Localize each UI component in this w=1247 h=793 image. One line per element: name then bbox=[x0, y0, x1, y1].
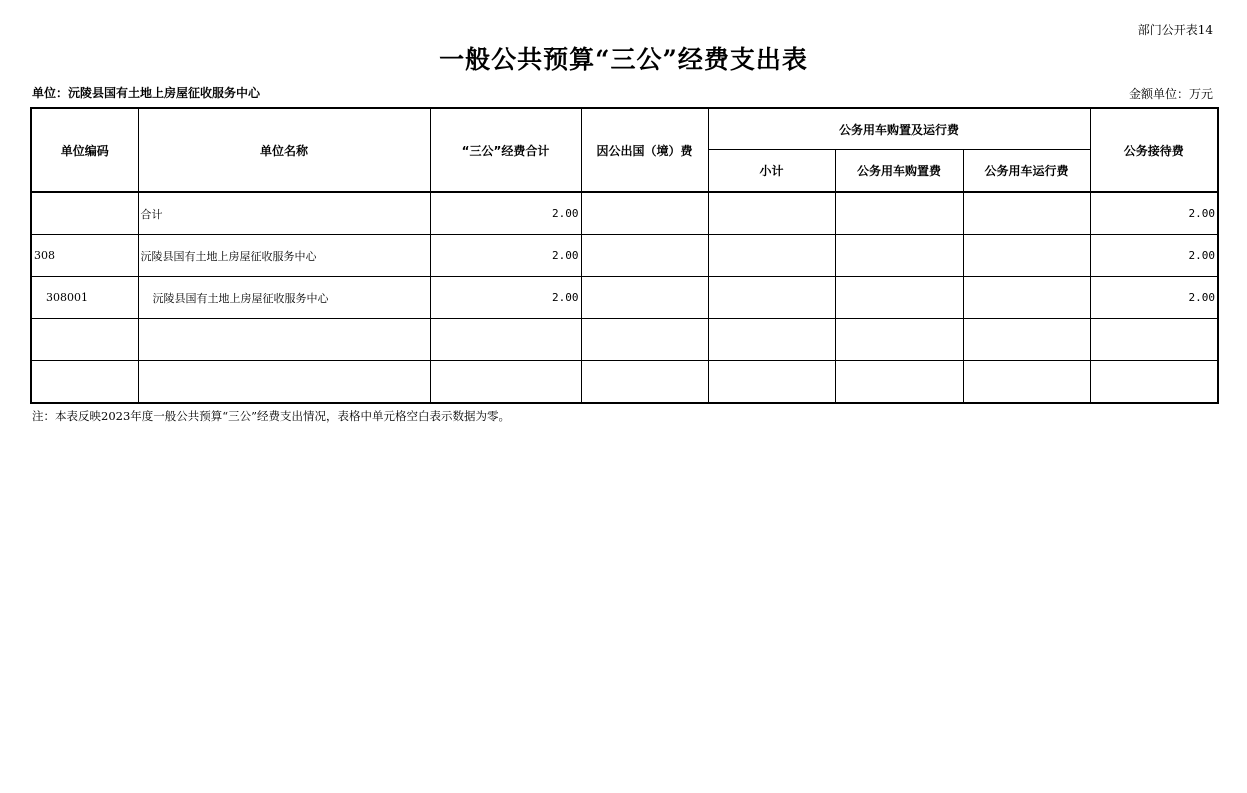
cell-abroad bbox=[581, 277, 708, 319]
cell-subtotal bbox=[708, 361, 835, 404]
cell-abroad bbox=[581, 361, 708, 404]
cell-code: 308 bbox=[31, 235, 138, 277]
cell-name bbox=[138, 319, 430, 361]
table-row-empty bbox=[31, 361, 1218, 404]
table-row-total bbox=[31, 192, 1218, 235]
cell-purchase bbox=[835, 319, 963, 361]
header-operation: 公务用车运行费 bbox=[963, 150, 1090, 193]
cell-name: 合计 bbox=[138, 192, 430, 235]
form-number: 部门公开表14 bbox=[1137, 23, 1213, 37]
table-row-empty bbox=[31, 319, 1218, 361]
cell-reception: 2.00 bbox=[1090, 235, 1218, 277]
cell-purchase bbox=[835, 192, 963, 235]
cell-subtotal bbox=[708, 235, 835, 277]
cell-reception: 2.00 bbox=[1090, 277, 1218, 319]
cell-code bbox=[31, 361, 138, 404]
cell-reception bbox=[1090, 319, 1218, 361]
header-subtotal: 小计 bbox=[708, 150, 835, 193]
cell-operation bbox=[963, 277, 1090, 319]
header-unit-code: 单位编码 bbox=[31, 108, 138, 192]
cell-operation bbox=[963, 319, 1090, 361]
table-note: 注：本表反映2023年度一般公共预算“三公”经费支出情况，表格中单元格空白表示数据为零。 bbox=[32, 409, 511, 423]
header-unit-name: 单位名称 bbox=[138, 108, 430, 192]
cell-subtotal bbox=[708, 319, 835, 361]
cell-total bbox=[430, 319, 581, 361]
cell-total: 2.00 bbox=[430, 277, 581, 319]
header-purchase: 公务用车购置费 bbox=[835, 150, 963, 193]
cell-abroad bbox=[581, 192, 708, 235]
cell-operation bbox=[963, 235, 1090, 277]
cell-subtotal bbox=[708, 192, 835, 235]
header-total: “三公”经费合计 bbox=[430, 108, 581, 192]
expense-table bbox=[30, 107, 1219, 404]
page-title: 一般公共预算“三公”经费支出表 bbox=[439, 45, 808, 74]
cell-name: 沅陵县国有土地上房屋征收服务中心 bbox=[138, 235, 430, 277]
cell-name bbox=[138, 361, 430, 404]
header-abroad: 因公出国（境）费 bbox=[581, 108, 708, 192]
cell-purchase bbox=[835, 235, 963, 277]
amount-unit: 金额单位：万元 bbox=[1128, 87, 1213, 101]
cell-abroad bbox=[581, 235, 708, 277]
cell-abroad bbox=[581, 319, 708, 361]
cell-total: 2.00 bbox=[430, 235, 581, 277]
header-reception: 公务接待费 bbox=[1090, 108, 1218, 192]
cell-subtotal bbox=[708, 277, 835, 319]
cell-code: 308001 bbox=[31, 277, 138, 319]
cell-purchase bbox=[835, 361, 963, 404]
cell-total bbox=[430, 361, 581, 404]
cell-code bbox=[31, 192, 138, 235]
cell-reception: 2.00 bbox=[1090, 192, 1218, 235]
table-row bbox=[31, 235, 1218, 277]
cell-reception bbox=[1090, 361, 1218, 404]
reporting-unit: 单位：沅陵县国有土地上房屋征收服务中心 bbox=[32, 86, 261, 100]
cell-name: 沅陵县国有土地上房屋征收服务中心 bbox=[138, 277, 430, 319]
cell-code bbox=[31, 319, 138, 361]
table-row bbox=[31, 277, 1218, 319]
cell-purchase bbox=[835, 277, 963, 319]
cell-operation bbox=[963, 192, 1090, 235]
cell-total: 2.00 bbox=[430, 192, 581, 235]
header-vehicle-group: 公务用车购置及运行费 bbox=[708, 108, 1090, 150]
cell-operation bbox=[963, 361, 1090, 404]
